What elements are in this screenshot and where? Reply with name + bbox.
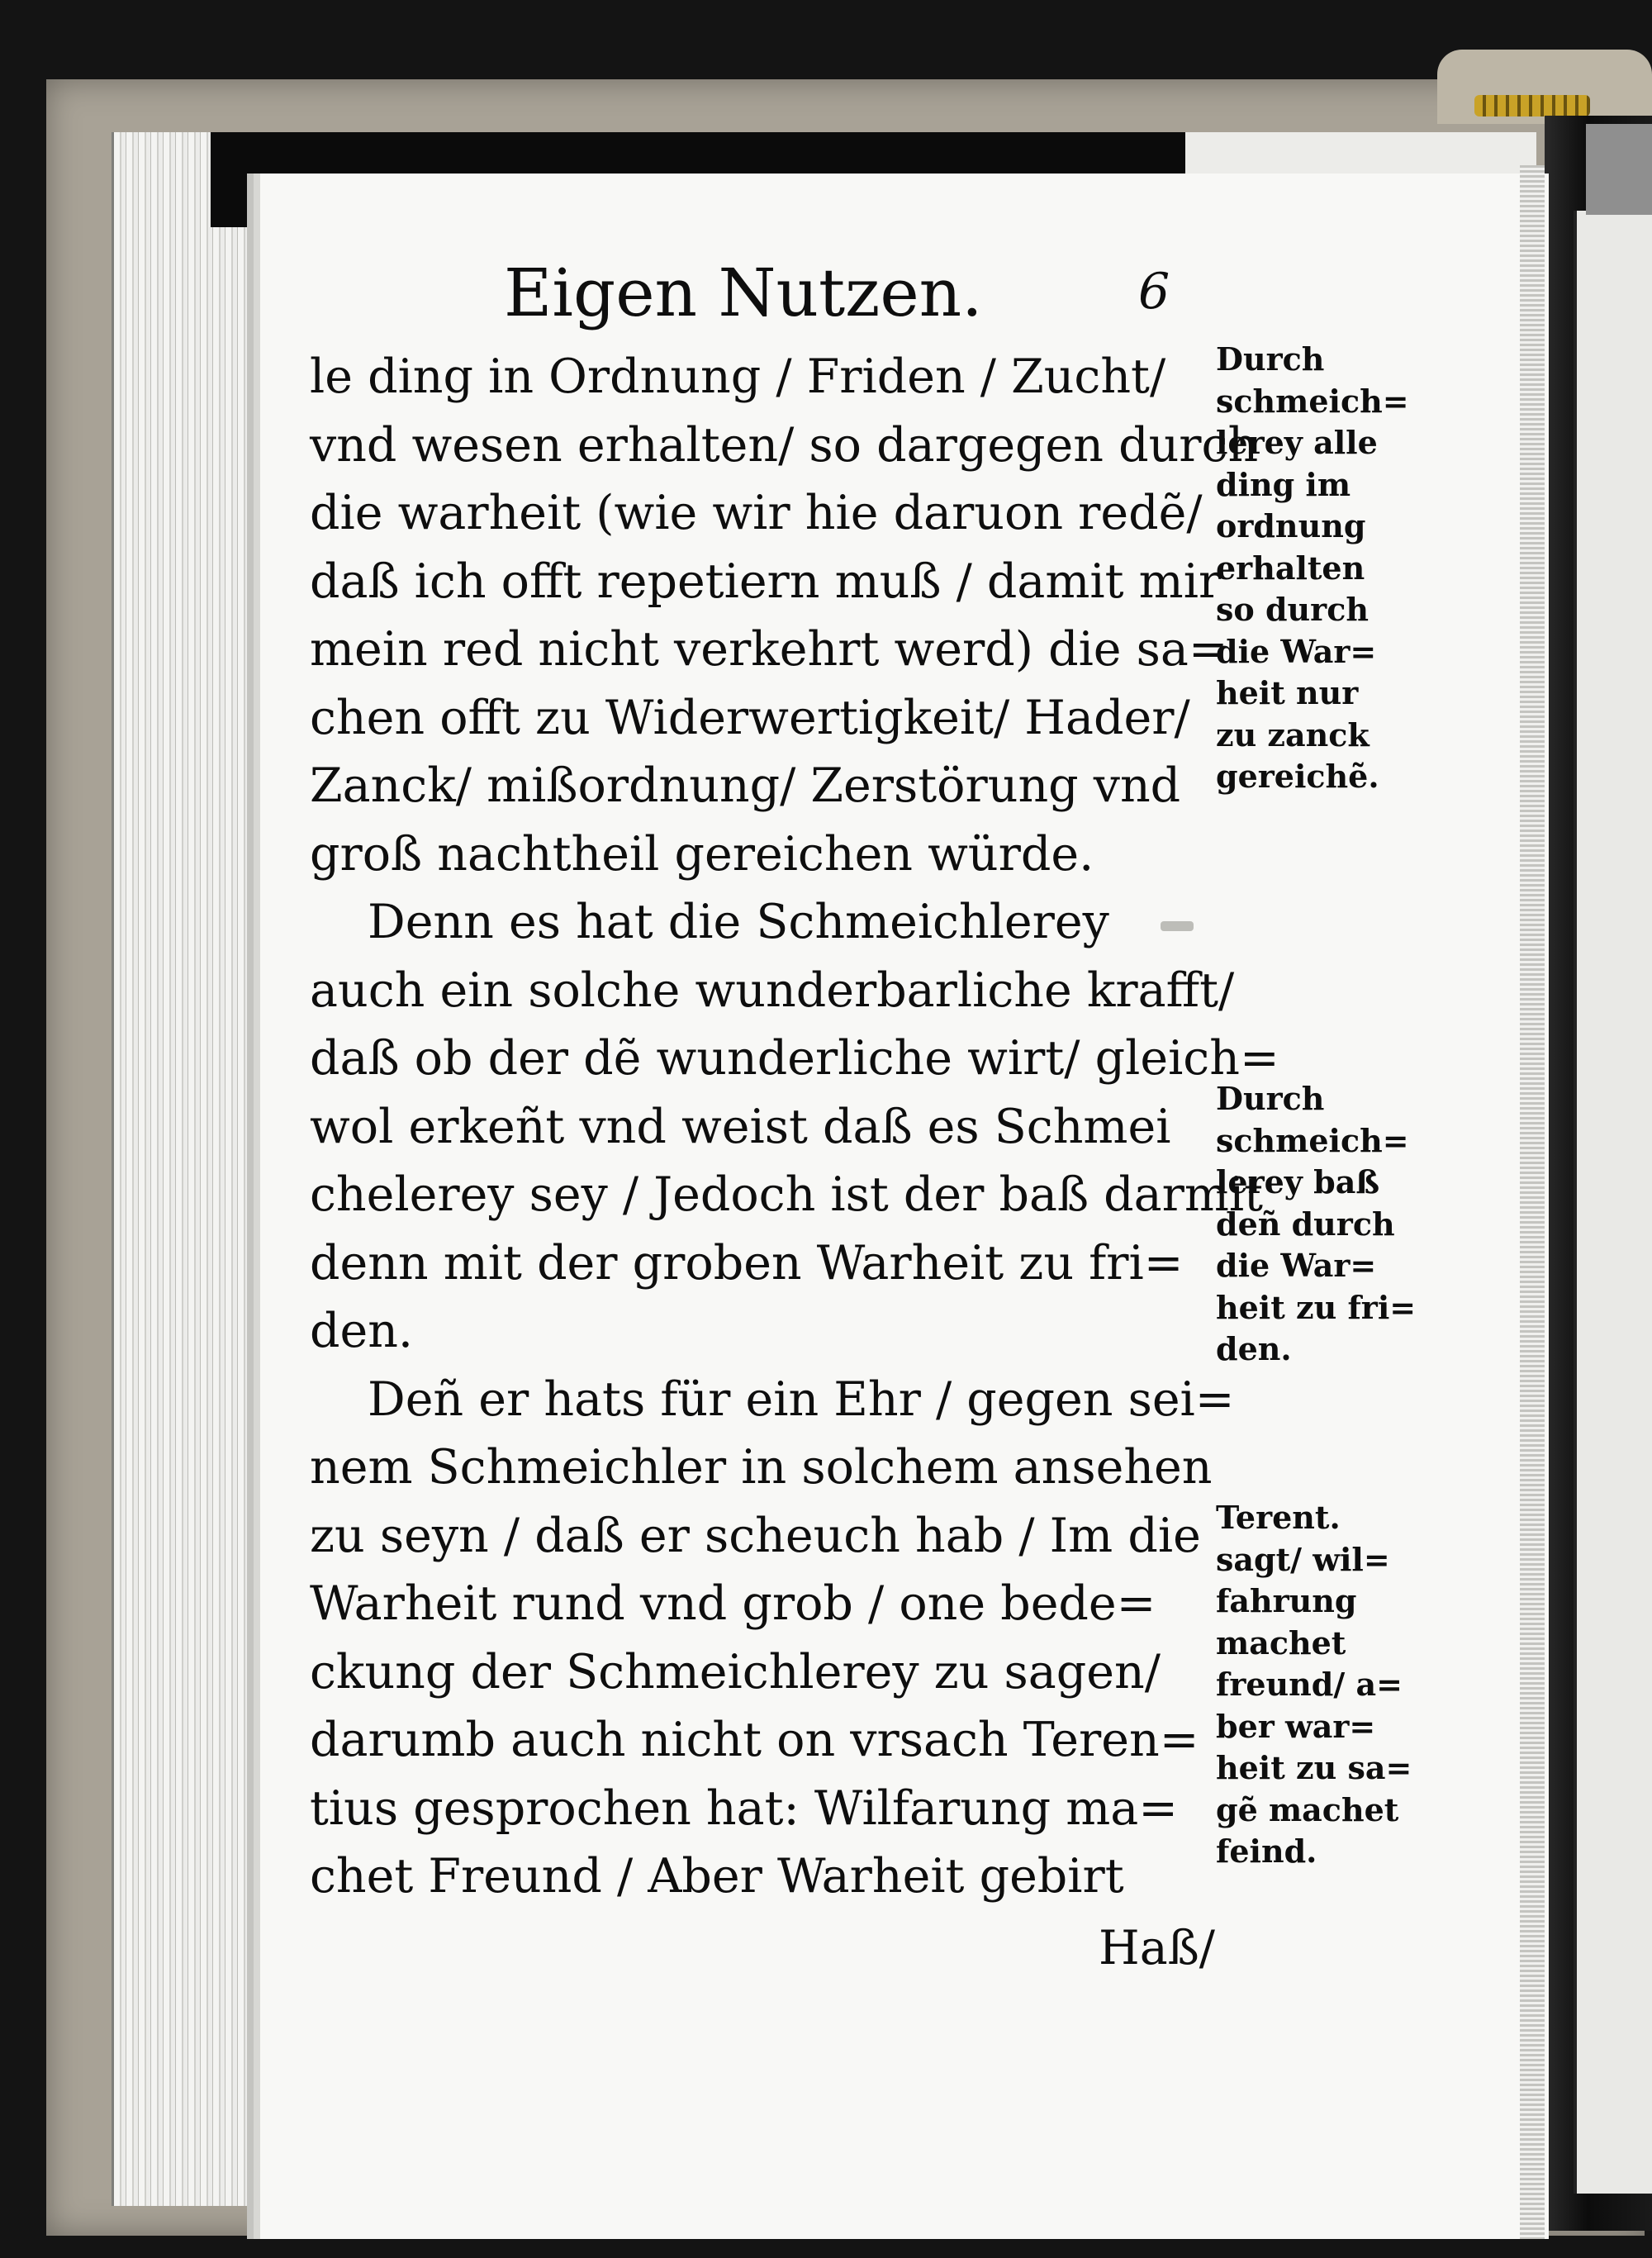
text-line: Zanck/ mißordnung/ Zerstörung vnd [310,758,1181,813]
facing-page-edge [1574,211,1652,2194]
margin-note-2 [1216,1078,1439,1371]
text-line: wol erkeñt vnd weist daß es Schmei [310,1099,1171,1154]
text-line: Deñ er hats für ein Ehr / gegen sei= [368,1371,1235,1427]
top-band [1586,124,1652,215]
margin-note-line: machet [1216,1623,1346,1661]
text-line: chelerey sey / Jedoch ist der baß darmit [310,1167,1264,1222]
margin-note-line: ding im [1216,465,1351,503]
margin-note-3 [1216,1497,1439,1873]
text-line: mein red nicht verkehrt werd) die sa= [310,622,1228,677]
margin-note-line: schmeich= [1216,382,1409,420]
margin-note-line: gereichẽ. [1216,758,1379,795]
margin-note-line: Durch [1216,1080,1325,1117]
text-line: chen offt zu Widerwertigkeit/ Hader/ [310,690,1190,745]
text-line: die warheit (wie wir hie daruon redẽ/ [310,486,1203,540]
margin-note-line: lerey alle [1216,424,1378,461]
margin-note-line: fahrung [1216,1582,1357,1619]
margin-note-line: die War= [1216,1247,1377,1284]
text-line: chet Freund / Aber Warheit gebirt [310,1849,1124,1904]
text-line: daß ich offt repetiern muß / damit mir [310,554,1222,609]
margin-note-line: ber war= [1216,1707,1376,1745]
margin-note-line: Durch [1216,340,1325,378]
gold-clip [1474,95,1590,116]
margin-note-line: freund/ a= [1216,1666,1403,1703]
margin-note-line: erhalten [1216,549,1365,587]
text-line: denn mit der groben Warheit zu fri= [310,1235,1184,1291]
text-line: darumb auch nicht on vrsach Teren= [310,1713,1199,1767]
margin-note-line: ordnung [1216,507,1366,544]
text-line: vnd wesen erhalten/ so dargegen durch [310,417,1259,473]
text-line: daß ob der dẽ wunderliche wirt/ gleich= [310,1031,1279,1086]
margin-note-line: heit nur [1216,674,1359,711]
text-line: groß nachtheil gereichen würde. [310,826,1094,882]
margin-note-line: heit zu sa= [1216,1749,1412,1786]
text-line: le ding in Ordnung / Friden / Zucht/ [310,349,1166,404]
text-line: Warheit rund vnd grob / one bede= [310,1576,1156,1631]
margin-note-line: so durch [1216,591,1369,628]
text-line: nem Schmeichler in solchem ansehen [310,1440,1213,1495]
page-number: 6 [1138,263,1170,321]
margin-note-line: heit zu fri= [1216,1288,1417,1326]
margin-note-1 [1216,339,1439,798]
text-line: Denn es hat die Schmeichlerey [368,895,1109,949]
margin-note-line: schmeich= [1216,1121,1409,1159]
text-line: zu seyn / daß er scheuch hab / Im die [310,1508,1201,1563]
page-gutter-edge [1520,165,1545,2239]
text-line: tius gesprochen hat: Wilfarung ma= [310,1780,1179,1836]
text-line: auch ein solche wunderbarliche krafft/ [310,963,1235,1018]
margin-note-line: deñ durch [1216,1205,1395,1243]
margin-note-line: die War= [1216,632,1377,670]
running-head: Eigen Nutzen. [504,254,983,331]
margin-note-line: Terent. [1216,1499,1341,1536]
catchword: Haß/ [1099,1921,1215,1975]
text-line: den. [310,1304,414,1358]
margin-note-line: den. [1216,1330,1292,1367]
margin-note-line: lerey baß [1216,1163,1380,1200]
margin-note-line: sagt/ wil= [1216,1540,1390,1578]
margin-note-line: feind. [1216,1833,1317,1870]
margin-note-line: zu zanck [1216,715,1370,753]
text-line: ckung der Schmeichlerey zu sagen/ [310,1644,1161,1699]
margin-note-line: gẽ machet [1216,1790,1399,1828]
